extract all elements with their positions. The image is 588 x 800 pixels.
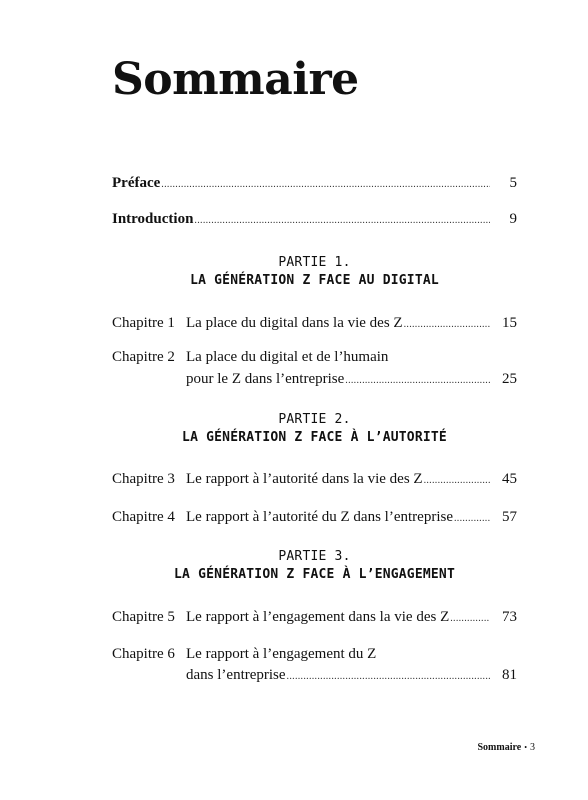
part-title: LA GÉNÉRATION Z FACE À L’ENGAGEMENT: [174, 567, 455, 582]
part-number: PARTIE 3.: [278, 549, 351, 564]
part-number: PARTIE 1.: [278, 255, 351, 270]
toc-page-number: 25: [502, 371, 517, 387]
toc-chapter-5[interactable]: [112, 607, 517, 629]
chapter-number: Chapitre 6: [112, 646, 175, 662]
toc-page-number: 57: [502, 509, 517, 525]
toc-page-number: 9: [509, 211, 517, 227]
dot-leader: [454, 509, 490, 529]
part-heading-2: [112, 411, 517, 447]
chapter-title-continued: pour le Z dans l’entreprise: [186, 371, 345, 387]
page-title: Sommaire: [112, 54, 359, 105]
chapter-title: Le rapport à l’engagement dans la vie des Z: [186, 609, 450, 625]
dot-leader: [424, 471, 490, 491]
toc-entry-label: Introduction: [112, 211, 194, 227]
toc-chapter-2-continued[interactable]: [186, 369, 517, 391]
toc-page-number: 15: [502, 315, 517, 331]
toc-chapter-4[interactable]: [112, 507, 517, 529]
part-heading-3: [112, 548, 517, 584]
toc-page-number: 45: [502, 471, 517, 487]
dot-leader: [194, 211, 490, 231]
dot-leader: [161, 175, 490, 195]
part-title: LA GÉNÉRATION Z FACE AU DIGITAL: [190, 273, 439, 288]
chapter-title: La place du digital dans la vie des Z: [186, 315, 403, 331]
chapter-title: La place du digital et de l’humain: [186, 349, 389, 365]
toc-chapter-2[interactable]: [112, 347, 517, 367]
toc-chapter-1[interactable]: [112, 313, 517, 335]
dot-leader: [404, 315, 490, 335]
dot-leader: [345, 371, 490, 391]
toc-chapter-3[interactable]: [112, 469, 517, 491]
toc-page-number: 5: [509, 175, 517, 191]
toc-entry-preface[interactable]: [112, 173, 517, 195]
dot-leader: [450, 609, 490, 629]
footer-separator: •: [524, 743, 527, 752]
toc-entry-label: Préface: [112, 175, 161, 191]
chapter-number: Chapitre 1: [112, 315, 175, 331]
toc-page-number: 73: [502, 609, 517, 625]
chapter-number: Chapitre 2: [112, 349, 175, 365]
chapter-title: Le rapport à l’autorité du Z dans l’entreprise: [186, 509, 453, 525]
page-footer: [477, 742, 535, 753]
toc-chapter-6-continued[interactable]: [186, 665, 517, 687]
chapter-title: Le rapport à l’autorité dans la vie des Z: [186, 471, 423, 487]
toc-entry-introduction[interactable]: [112, 209, 517, 231]
part-heading-1: [112, 254, 517, 290]
footer-page-number: 3: [530, 742, 535, 753]
toc-chapter-6[interactable]: [112, 644, 517, 664]
chapter-number: Chapitre 3: [112, 471, 175, 487]
chapter-number: Chapitre 4: [112, 509, 175, 525]
dot-leader: [287, 667, 490, 687]
footer-label: Sommaire: [477, 742, 522, 753]
chapter-title: Le rapport à l’engagement du Z: [186, 646, 377, 662]
part-title: LA GÉNÉRATION Z FACE À L’AUTORITÉ: [182, 430, 447, 445]
chapter-number: Chapitre 5: [112, 609, 175, 625]
chapter-title-continued: dans l’entreprise: [186, 667, 286, 683]
part-number: PARTIE 2.: [278, 412, 351, 427]
toc-page-number: 81: [502, 667, 517, 683]
